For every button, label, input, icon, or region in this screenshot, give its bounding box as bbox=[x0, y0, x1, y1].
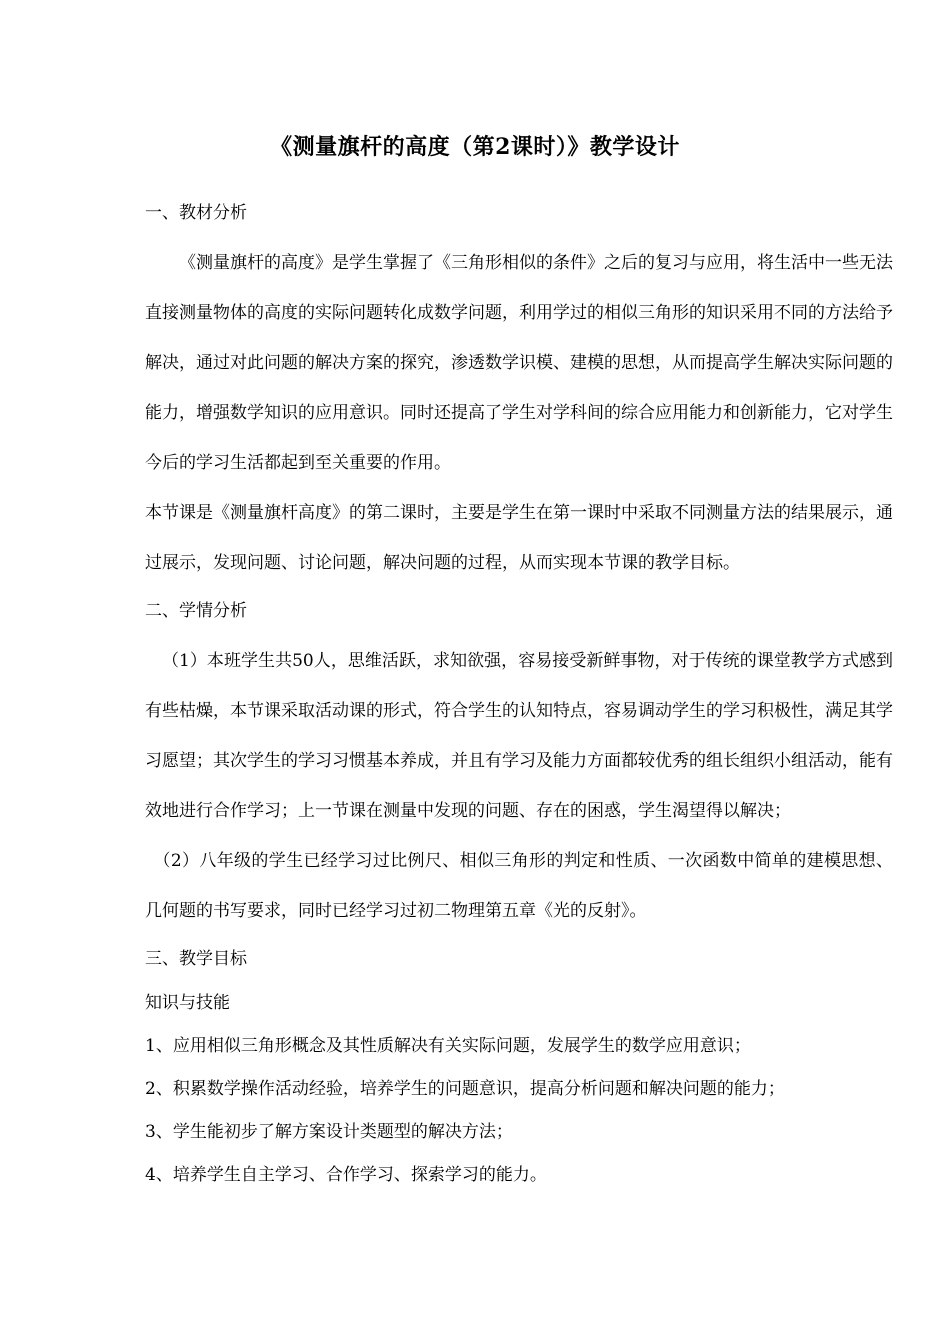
section-heading-teaching-goals: 三、教学目标 bbox=[145, 949, 247, 969]
goal-item: 3、学生能初步了解方案设计类题型的解决方法； bbox=[145, 1122, 513, 1142]
paragraph-student-analysis-1: （1）本班学生共50人，思维活跃，求知欲强，容易接受新鲜事物，对于传统的课堂教学方式感到有些枯燥，本节课采取活动课的形式，符合学生的认知特点，容易调动学生的学习积极性，满足其学习愿望；其次学生的学习习惯基本养成，并且有学习及能力方面都较优秀的组长组织小组活动，能有效地进行合作学习；上一节课在测量中发现的问题、存在的困惑，学生渴望得以解决； bbox=[145, 651, 893, 821]
goal-item: 1、应用相似三角形概念及其性质解决有关实际问题，发展学生的数学应用意识； bbox=[145, 1036, 751, 1056]
section-heading-student-analysis: 二、学情分析 bbox=[145, 601, 247, 621]
document-body bbox=[145, 196, 893, 1197]
goal-item: 2、积累数学操作活动经验，培养学生的问题意识，提高分析问题和解决问题的能力； bbox=[145, 1079, 785, 1099]
goal-item: 4、培养学生自主学习、合作学习、探索学习的能力。 bbox=[145, 1165, 547, 1185]
subheading-knowledge-skills: 知识与技能 bbox=[145, 993, 230, 1013]
paragraph-textbook-analysis-1: 《测量旗杆的高度》是学生掌握了《三角形相似的条件》之后的复习与应用，将生活中一些无法直接测量物体的高度的实际问题转化成数学问题，利用学过的相似三角形的知识采用不同的方法给予解决，通过对此问题的解决方案的探究，渗透数学识模、建模的思想，从而提高学生解决实际问题的能力，增强数学知识的应用意识。同时还提高了学生对学科间的综合应用能力和创新能力，它对学生今后的学习生活都起到至关重要的作用。 bbox=[145, 253, 893, 473]
paragraph-textbook-analysis-2: 本节课是《测量旗杆高度》的第二课时，主要是学生在第一课时中采取不同测量方法的结果展示，通过展示，发现问题、讨论问题，解决问题的过程，从而实现本节课的教学目标。 bbox=[145, 503, 893, 573]
section-heading-textbook-analysis: 一、教材分析 bbox=[145, 203, 247, 223]
paragraph-student-analysis-2: （2）八年级的学生已经学习过比例尺、相似三角形的判定和性质、一次函数中简单的建模思想、几何题的书写要求，同时已经学习过初二物理第五章《光的反射》。 bbox=[145, 851, 893, 921]
document-title: 《测量旗杆的高度（第2课时）》教学设计 bbox=[270, 134, 680, 160]
